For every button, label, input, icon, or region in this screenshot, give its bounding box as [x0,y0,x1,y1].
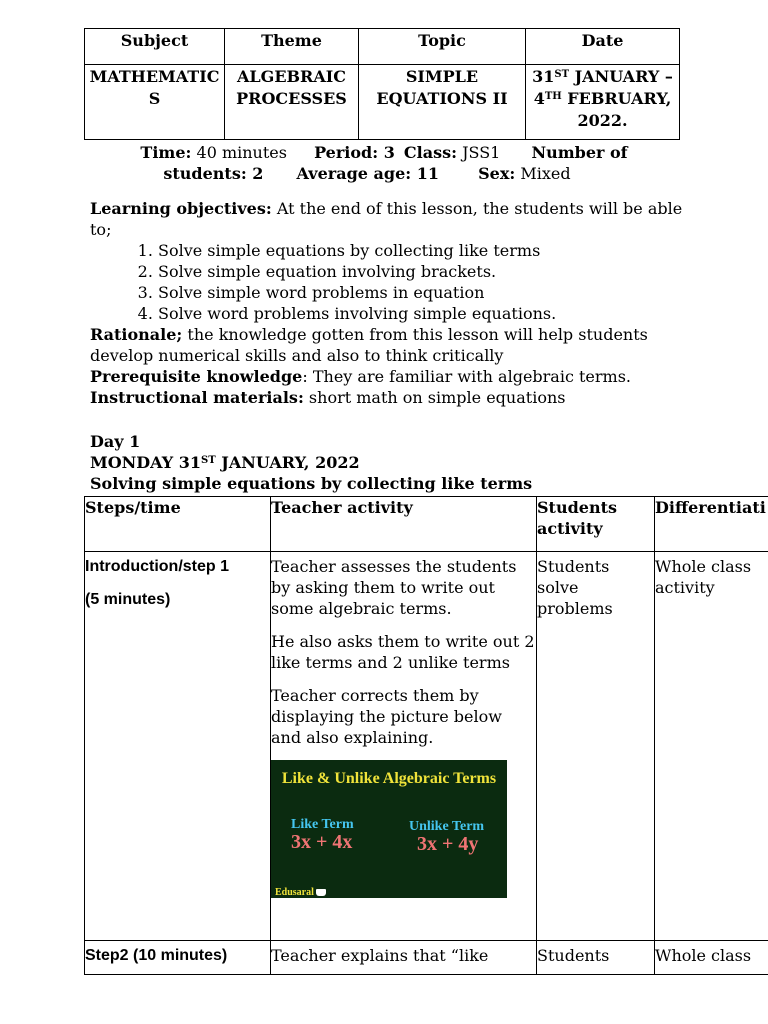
header-subject: Subject [85,29,225,65]
differentiation-cell: Whole class [655,941,768,975]
header-date: Date [526,29,680,65]
objective-item: 1. Solve simple equations by collecting like terms [158,240,690,261]
objective-item: 4. Solve word problems involving simple equations. [158,303,690,324]
students-activity-cell: Students solve problems [537,552,655,941]
meta-line-1: Time: 40 minutes Period: 3 Class: JSS1 Number of [140,143,628,162]
objective-item: 2. Solve simple equation involving brackets. [158,261,690,282]
students-activity-cell: Students [537,941,655,975]
teacher-activity-cell: Teacher assesses the students by asking them to write out some algebraic terms. He also asks them to write out 2 like terms and 2 unlike terms Teacher corrects them by displaying the picture below and also explaining. Like & Unlike Algebraic Terms Like Term 3x + 4x Unlike Term 3x + 4y Edusaral [271,552,537,941]
step-cell: Step2 (10 minutes) [85,941,271,975]
learning-objectives: Learning objectives: At the end of this lesson, the students will be able to; 1. Solve simple equations by collecting like terms 2. Solve simple equation involving brackets. 3. Solve simple word problems in equation 4. Solve word problems involving simple equations. Rationale; the knowledge gotten from this lesson will help students develop numerical skills and also to think critically Prerequisite knowledge: They are familiar with algebraic terms. Instructional materials: short math on simple equations [90,198,690,408]
objective-item: 3. Solve simple word problems in equation [158,282,690,303]
book-icon [316,889,326,896]
rationale: Rationale; the knowledge gotten from this lesson will help students develop numerical skills and also to think critically [90,325,648,365]
step-cell: Introduction/step 1 (5 minutes) [85,552,271,941]
col-steps-time: Steps/time [85,497,271,552]
table-row [85,941,768,975]
day-date: MONDAY 31ST JANUARY, 2022 [90,453,360,472]
meta-line-2: students: 2 Average age: 11 Sex: Mixed [163,164,571,183]
differentiation-cell: Whole class activity [655,552,768,941]
col-differentiation: Differentiati [655,497,768,552]
day-heading: Solving simple equations by collecting like terms [90,474,533,493]
date-value: 31ST JANUARY – 4TH FEBRUARY, 2022. [526,65,680,140]
lesson-header-table [84,28,680,140]
col-students-activity: Students activity [537,497,655,552]
topic-value: SIMPLE EQUATIONS II [359,65,526,140]
edusaral-logo: Edusaral [275,882,326,903]
table-row [85,552,768,941]
like-unlike-terms-picture: Like & Unlike Algebraic Terms Like Term 3x + 4x Unlike Term 3x + 4y Edusaral [271,760,507,898]
header-theme: Theme [225,29,359,65]
col-teacher-activity: Teacher activity [271,497,537,552]
header-topic: Topic [359,29,526,65]
instructional-materials: Instructional materials: short math on simple equations [90,388,566,407]
prerequisite-knowledge: Prerequisite knowledge: They are familiar with algebraic terms. [90,367,632,386]
day-label: Day 1 [90,432,141,451]
lesson-plan-table [84,496,768,975]
theme-value: ALGEBRAIC PROCESSES [225,65,359,140]
subject-value: MATHEMATIC S [85,65,225,140]
teacher-activity-cell: Teacher explains that “like [271,941,537,975]
